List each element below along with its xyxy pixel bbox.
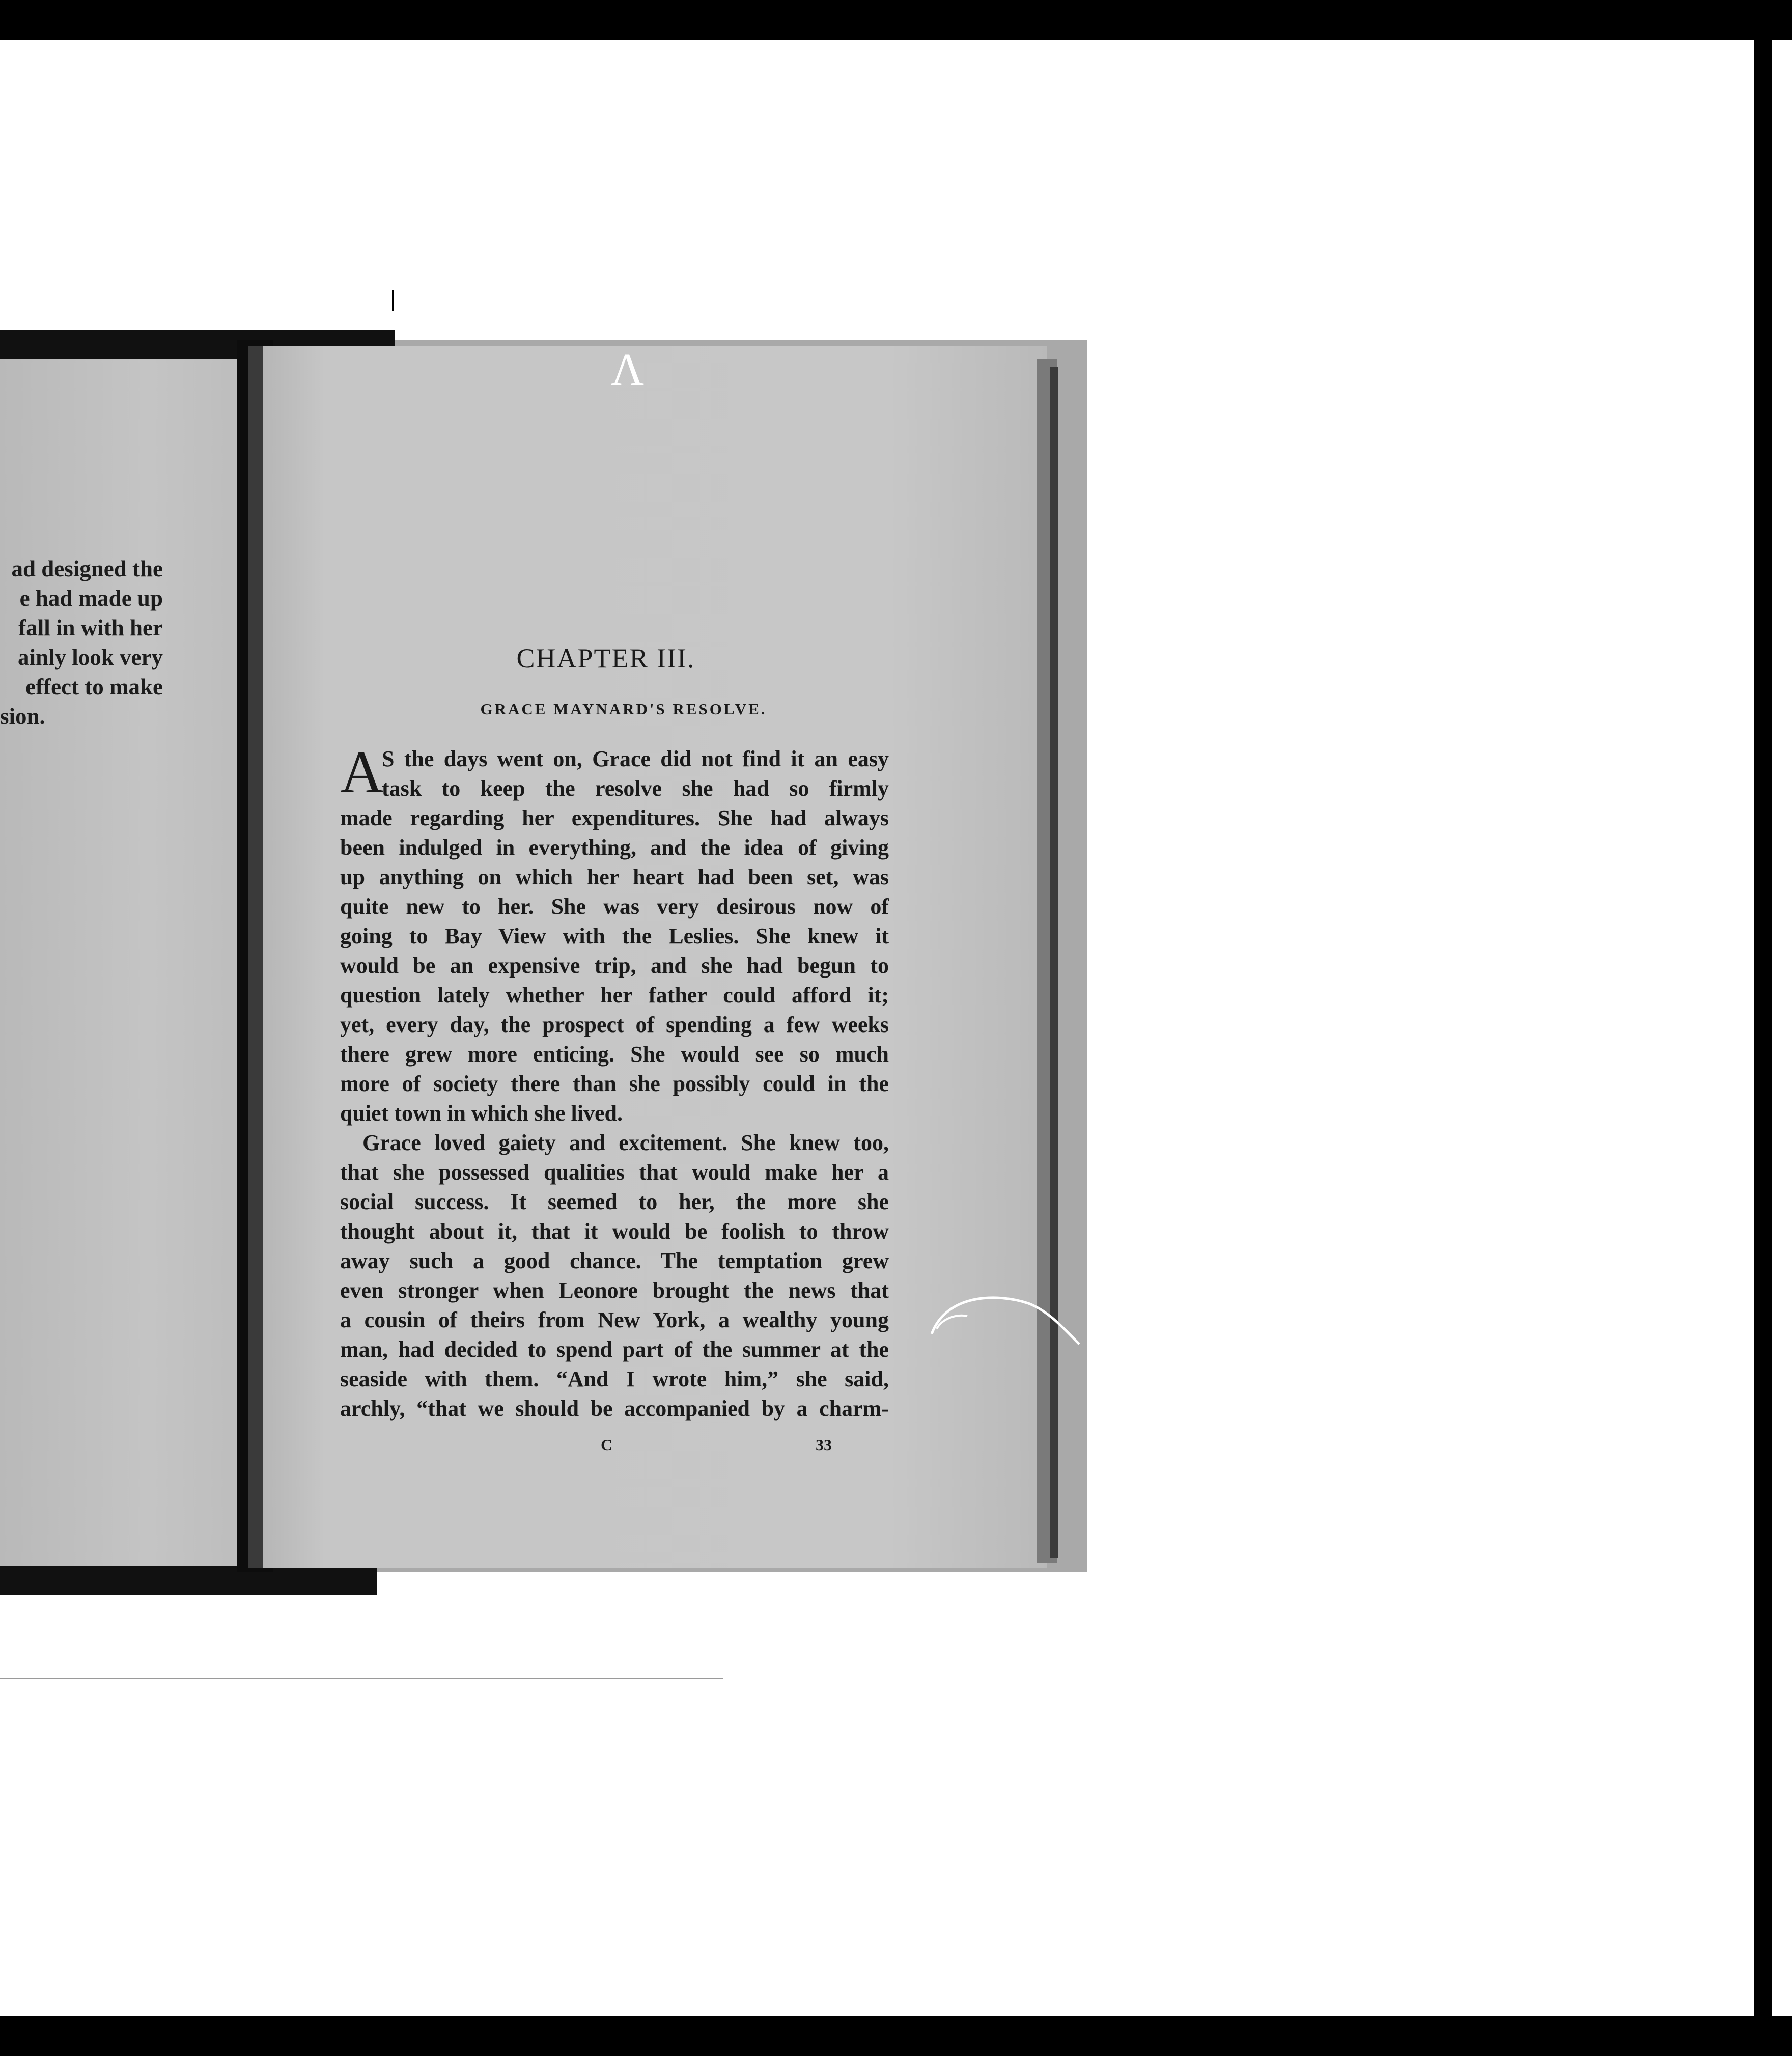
cover-edge xyxy=(1050,367,1058,1558)
text-line: even stronger when Leonore brought the news that xyxy=(340,1278,889,1303)
scan-speck xyxy=(392,290,394,311)
text-line: sion. xyxy=(0,704,45,729)
text-line: been indulged in everything, and the idea of giving xyxy=(340,835,889,860)
text-line: social success. It seemed to her, the more she xyxy=(340,1189,889,1214)
page-number: 33 xyxy=(816,1436,832,1454)
text-line: Grace loved gaiety and excitement. She knew too, xyxy=(362,1130,889,1155)
text-line: up anything on which her heart had been set, was xyxy=(340,864,889,889)
text-line: made regarding her expenditures. She had always xyxy=(340,805,889,830)
text-line: seaside with them. “And I wrote him,” she said, xyxy=(340,1366,889,1391)
scan-rule xyxy=(0,1678,723,1679)
text-line: away such a good chance. The temptation grew xyxy=(340,1248,889,1273)
text-line: there grew more enticing. She would see so much xyxy=(340,1042,889,1067)
text-line: archly, “that we should be accompanied by a charm- xyxy=(340,1396,889,1421)
text-line: quiet town in which she lived. xyxy=(340,1101,623,1126)
scan-frame-top xyxy=(0,0,1792,40)
text-line: yet, every day, the prospect of spending a few weeks xyxy=(340,1012,889,1037)
left-cover-edge-bottom xyxy=(0,1566,377,1595)
text-line: fall in with her xyxy=(18,615,163,640)
scan-frame-bottom xyxy=(0,2016,1792,2056)
pencil-scribble xyxy=(927,1273,1089,1375)
text-line: effect to make xyxy=(25,674,163,700)
pencil-mark: Λ xyxy=(611,345,645,395)
text-line: ad designed the xyxy=(11,556,163,581)
chapter-title: CHAPTER III. xyxy=(516,643,695,674)
scan-frame-right xyxy=(1754,31,1772,2029)
text-line: thought about it, that it would be foolish to throw xyxy=(340,1219,889,1244)
text-line: question lately whether her father could afford it; xyxy=(340,983,889,1008)
drop-cap: A xyxy=(340,739,384,805)
text-line: ainly look very xyxy=(17,645,163,670)
text-line: a cousin of theirs from New York, a wealthy young xyxy=(340,1307,889,1332)
text-line: quite new to her. She was very desirous now of xyxy=(340,894,889,919)
text-line: man, had decided to spend part of the summer at the xyxy=(340,1337,889,1362)
text-line: e had made up xyxy=(19,585,163,611)
text-line: going to Bay View with the Leslies. She knew it xyxy=(340,924,889,948)
text-line: S the days went on, Grace did not find it an easy xyxy=(382,746,889,771)
signature-mark: C xyxy=(601,1436,613,1454)
text-line: task to keep the resolve she had so firmly xyxy=(382,776,889,801)
chapter-subtitle: GRACE MAYNARD'S RESOLVE. xyxy=(480,700,767,718)
book-gutter-inner xyxy=(248,346,264,1568)
left-page-text xyxy=(0,554,163,731)
text-line: that she possessed qualities that would make her a xyxy=(340,1160,889,1185)
text-line: more of society there than she possibly could in the xyxy=(340,1071,889,1096)
text-line: would be an expensive trip, and she had begun to xyxy=(340,953,889,978)
chapter-body xyxy=(340,739,889,1424)
left-page xyxy=(0,346,245,1573)
